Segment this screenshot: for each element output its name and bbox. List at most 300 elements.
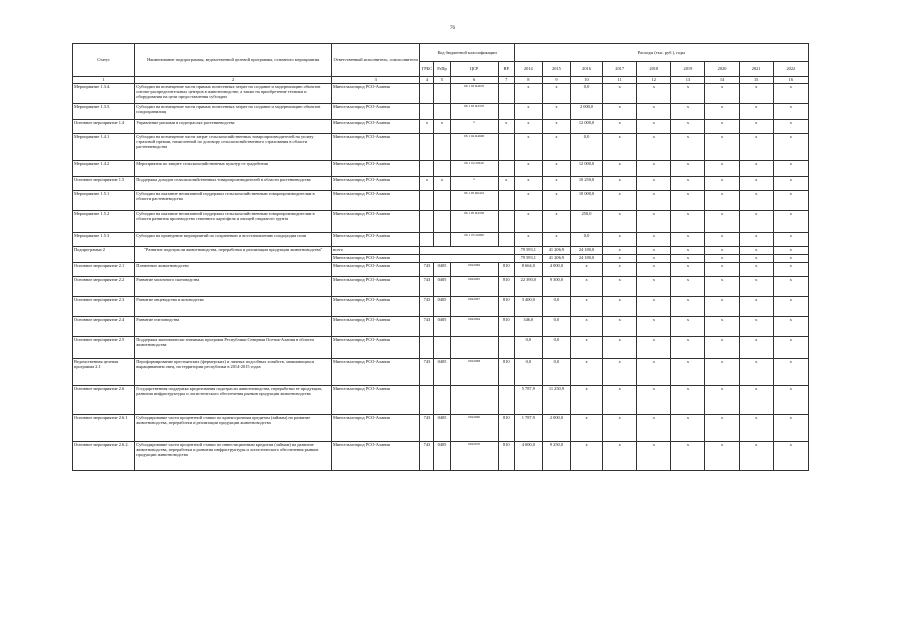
row-value: x [739,191,773,211]
row-value: x [603,191,637,211]
row-status: Основное мероприятие 1.5 [73,177,135,191]
subprogram-min-value: x [705,255,739,263]
row-value: x [739,263,773,277]
row-value: x [773,317,808,337]
row-grbs: 743 [420,297,434,317]
header-year: 2014 [514,62,542,77]
row-executor: Минсельхозпрод РСО-Алания [332,415,420,442]
row-status: Мероприятие 1.3.5. [73,104,135,120]
row-vr [498,84,514,104]
row-grbs [420,386,434,415]
row-rzpr: x [434,177,450,191]
header-executor: Ответственный исполнитель, соисполнители [332,44,420,77]
row-value: x [637,386,671,415]
column-number: 12 [637,77,671,84]
row-value: x [773,211,808,233]
row-value: x [603,442,637,471]
column-number: 5 [434,77,450,84]
row-value: 0,0 [570,84,602,104]
row-status: Основное мероприятие 2.6.1 [73,415,135,442]
row-csr: 0622067 [450,297,498,317]
row-value: x [671,317,705,337]
row-vr [498,337,514,359]
row-csr: x [450,177,498,191]
row-value: x [603,161,637,177]
row-value: x [514,120,542,134]
row-value: 0,0 [542,317,570,337]
row-value: x [671,415,705,442]
row-value: x [671,84,705,104]
row-vr: x [498,177,514,191]
row-csr: 06 1 05 R0410 [450,191,498,211]
row-grbs: 743 [420,317,434,337]
row-status: Основное мероприятие 2.6 [73,386,135,415]
row-value: x [705,297,739,317]
row-executor: Минсельхозпрод РСО-Алания [332,386,420,415]
row-value: 1 787,9 [514,415,542,442]
row-value: x [773,120,808,134]
row-name: Развитие молочного скотоводства [135,277,332,297]
row-csr: 0622060 [450,415,498,442]
column-number: 3 [332,77,420,84]
row-value: x [671,161,705,177]
table-row [73,134,809,161]
row-vr [498,386,514,415]
subprogram-total-value: 41 206,9 [542,247,570,255]
row-value: 346,0 [514,317,542,337]
header-codes: Код бюджетной классификации [420,44,514,62]
row-grbs [420,104,434,120]
row-value: 0,0 [542,359,570,386]
row-value: 0,0 [570,134,602,161]
blank-cell [420,247,514,255]
table-row [73,84,809,104]
row-value: x [773,277,808,297]
row-rzpr: 0405 [434,317,450,337]
row-executor: Минсельхозпрод РСО-Алания [332,177,420,191]
subprogram-total-value: 79 593,1 [514,247,542,255]
table-row [73,263,809,277]
row-value: x [705,263,739,277]
row-value: x [514,211,542,233]
row-status: Мероприятие 1.5.1 [73,191,135,211]
column-number: 10 [570,77,602,84]
row-vr: 810 [498,442,514,471]
row-grbs: 743 [420,263,434,277]
row-value: x [773,359,808,386]
row-value: x [705,386,739,415]
row-value: x [705,104,739,120]
header-year: 2020 [705,62,739,77]
row-value: x [603,211,637,233]
table-row [73,442,809,471]
row-value: 22 390,0 [514,277,542,297]
column-number: 7 [498,77,514,84]
row-vr [498,134,514,161]
row-value: x [671,386,705,415]
column-number: 1 [73,77,135,84]
table-row [73,191,809,211]
row-name: Развитие пчеловодства [135,317,332,337]
row-grbs: 743 [420,415,434,442]
row-name: Субсидии на оказание несвязанной поддержки сельскохозяйственным товаропроизводителям в области растениеводства [135,191,332,211]
row-value: x [773,177,808,191]
row-value: x [603,415,637,442]
row-vr: 810 [498,263,514,277]
column-number: 6 [450,77,498,84]
row-value: x [514,84,542,104]
row-rzpr: 0405 [434,263,450,277]
row-value: x [671,104,705,120]
row-name: Поддержка экономически значимых программ Республики Северная Осетия-Алания в области животноводства [135,337,332,359]
row-name: Управление рисками в подотраслях растениеводства [135,120,332,134]
row-vr [498,104,514,120]
row-vr: 810 [498,277,514,297]
row-value: x [671,359,705,386]
row-value: x [773,263,808,277]
column-number: 13 [671,77,705,84]
row-value: x [671,211,705,233]
table-row [73,120,809,134]
table-row [73,104,809,120]
row-rzpr: x [434,120,450,134]
row-value: x [671,191,705,211]
row-value: x [542,134,570,161]
row-rzpr: 0405 [434,277,450,297]
header-rzpr: РзПр [434,62,450,77]
subprogram-total-value: x [671,247,705,255]
row-value: x [705,211,739,233]
row-executor: Минсельхозпрод РСО-Алания [332,120,420,134]
row-value: x [603,263,637,277]
row-value: x [739,120,773,134]
row-executor: Минсельхозпрод РСО-Алания [332,277,420,297]
header-year: 2015 [542,62,570,77]
row-value: 12 000,0 [570,120,602,134]
subprogram-total-value: 24 180,0 [570,247,602,255]
row-rzpr [434,161,450,177]
row-csr: 0622070 [450,442,498,471]
row-value: 11 250,9 [542,386,570,415]
row-value: x [705,277,739,297]
subprogram-min-value: 79 593,1 [514,255,542,263]
row-value: x [603,277,637,297]
row-vr: x [498,120,514,134]
row-value: x [705,442,739,471]
row-rzpr [434,134,450,161]
column-number: 4 [420,77,434,84]
subprogram-total-value: x [705,247,739,255]
row-value: x [671,134,705,161]
budget-table [72,43,809,471]
row-csr: 06 1 04 R4600 [450,134,498,161]
header-csr: ЦСР [450,62,498,77]
row-csr: 06 1 03 R4370 [450,104,498,120]
row-name: Субсидии на оказание несвязанной поддержки сельскохозяйственным товаропроизводителям в области развития производства семенного картофеля и овощей открытого грунта [135,211,332,233]
subprogram-row [73,247,809,255]
row-value: x [514,161,542,177]
row-value: x [637,277,671,297]
row-value: x [603,233,637,247]
row-csr [450,337,498,359]
row-grbs [420,84,434,104]
row-value: x [637,177,671,191]
row-name: Субсидирование части процентной ставки по краткосрочным кредитам (займам) на развитие животноводства, переработки и реализации продукции животноводства [135,415,332,442]
subprogram-min-value: 24 180,0 [570,255,602,263]
table-row [73,297,809,317]
row-value: 9 300,0 [542,277,570,297]
row-value: x [773,161,808,177]
row-value: x [542,84,570,104]
row-name: Субсидии на проведение мероприятий по сохранению и восстановлению плодородия почв [135,233,332,247]
row-executor: Минсельхозпрод РСО-Алания [332,191,420,211]
row-rzpr: 0405 [434,442,450,471]
subprogram-min-value: x [739,255,773,263]
row-csr: 06 1 05 20090 [450,233,498,247]
row-value: x [637,415,671,442]
row-executor: Минсельхозпрод РСО-Алания [332,317,420,337]
row-csr: 0622068 [450,359,498,386]
row-value: x [570,359,602,386]
page-number: 76 [450,26,455,31]
row-value: 0,0 [570,233,602,247]
row-value: x [603,134,637,161]
row-value: x [773,415,808,442]
row-vr [498,191,514,211]
row-csr: 06 1 03 R4670 [450,84,498,104]
row-value: x [542,104,570,120]
row-executor: Минсельхозпрод РСО-Алания [332,84,420,104]
row-value: x [739,177,773,191]
row-value: x [542,211,570,233]
row-value: x [705,134,739,161]
row-grbs: 743 [420,359,434,386]
row-value: x [773,386,808,415]
row-value: x [603,104,637,120]
row-value: 2 000,0 [570,104,602,120]
row-value: 9 250,0 [542,442,570,471]
row-value: x [514,191,542,211]
row-csr: 0622065 [450,277,498,297]
row-value: x [705,317,739,337]
row-value: x [637,359,671,386]
column-number: 16 [773,77,808,84]
row-csr: 06 1 04 20610 [450,161,498,177]
row-name: Пероформирование крестьянских (фермерских) и личных подсобных хозяйств, занимающихся выращиванием овец, на территории республики в 2014-2015 годах [135,359,332,386]
row-value: x [637,263,671,277]
row-vr: 810 [498,297,514,317]
row-value: x [705,177,739,191]
header-grbs: ГРБС [420,62,434,77]
row-value: x [637,317,671,337]
subprogram-status: Подпрограмма 2 [73,247,135,263]
row-value: x [570,263,602,277]
row-value: x [739,161,773,177]
row-value: x [671,277,705,297]
header-year: 2018 [637,62,671,77]
row-value: x [671,263,705,277]
row-name: Племенное животноводство [135,263,332,277]
row-executor: Минсельхозпрод РСО-Алания [332,233,420,247]
row-rzpr [434,84,450,104]
row-value: x [637,191,671,211]
column-number: 2 [135,77,332,84]
row-rzpr: 0405 [434,359,450,386]
row-csr: 0622064 [450,317,498,337]
row-value: x [570,297,602,317]
row-value: x [705,233,739,247]
row-executor: Минсельхозпрод РСО-Алания [332,442,420,471]
row-value: x [705,120,739,134]
row-value: x [773,191,808,211]
row-rzpr [434,211,450,233]
row-executor: Минсельхозпрод РСО-Алания [332,359,420,386]
row-value: x [570,337,602,359]
subprogram-min-value: x [603,255,637,263]
row-value: x [603,177,637,191]
row-value: x [603,120,637,134]
row-value: x [773,233,808,247]
row-value: x [603,297,637,317]
row-value: x [773,337,808,359]
row-value: x [671,442,705,471]
row-value: x [705,161,739,177]
row-value: 2 000,0 [542,415,570,442]
row-rzpr [434,386,450,415]
row-value: x [773,442,808,471]
row-rzpr [434,337,450,359]
row-value: x [542,120,570,134]
header-year: 2019 [671,62,705,77]
row-vr [498,233,514,247]
row-value: x [739,84,773,104]
row-value: x [773,84,808,104]
row-value: x [705,337,739,359]
row-value: 3 400,0 [514,297,542,317]
row-value: x [603,359,637,386]
row-value: x [739,359,773,386]
table-row [73,177,809,191]
row-value: x [603,337,637,359]
row-value: x [705,359,739,386]
row-rzpr [434,233,450,247]
row-value: x [570,317,602,337]
row-value: x [739,233,773,247]
row-grbs [420,211,434,233]
row-value: x [603,386,637,415]
column-number: 9 [542,77,570,84]
row-name: Субсидирование части процентной ставки по инвестиционным кредитам (займам) на развитие животноводства, переработки и развития инфраструктуры и логистического обеспечения рынков продукции животноводства [135,442,332,471]
subprogram-total-value: x [773,247,808,255]
row-status: Мероприятие 1.4.2 [73,161,135,177]
row-value: x [637,442,671,471]
row-value: x [671,120,705,134]
row-value: x [542,233,570,247]
row-value: 0,0 [514,337,542,359]
row-executor: Минсельхозпрод РСО-Алания [332,297,420,317]
table-row [73,337,809,359]
subprogram-exec-total: всего [332,247,420,255]
table-row [73,415,809,442]
row-value: x [739,277,773,297]
subprogram-name: "Развитие подотрасли животноводства, переработки и реализации продукции животноводства" [135,247,332,263]
header-status: Статус [73,44,135,77]
row-value: x [637,104,671,120]
row-grbs: x [420,177,434,191]
row-value: x [542,161,570,177]
row-name: Поддержка доходов сельскохозяйственных товаропроизводителей в области растениеводства [135,177,332,191]
row-value: x [514,177,542,191]
row-executor: Минсельхозпрод РСО-Алания [332,161,420,177]
row-value: x [570,415,602,442]
table-row [73,161,809,177]
table-row [73,386,809,415]
row-grbs: x [420,120,434,134]
row-value: x [637,84,671,104]
column-number: 11 [603,77,637,84]
row-vr: 810 [498,359,514,386]
row-grbs [420,134,434,161]
row-value: x [739,337,773,359]
row-grbs [420,337,434,359]
row-value: x [542,177,570,191]
row-rzpr [434,191,450,211]
table-row [73,211,809,233]
row-value: x [671,297,705,317]
row-grbs: 743 [420,442,434,471]
row-value: x [773,297,808,317]
row-value: x [514,104,542,120]
row-grbs: 743 [420,277,434,297]
row-rzpr [434,104,450,120]
row-value: x [773,104,808,120]
row-csr: 06 1 05 R4350 [450,211,498,233]
row-status: Основное мероприятие 2.5 [73,337,135,359]
row-value: x [773,134,808,161]
row-status: Основное мероприятие 2.2 [73,277,135,297]
row-executor: Минсельхозпрод РСО-Алания [332,263,420,277]
row-value: x [739,104,773,120]
row-value: x [705,84,739,104]
row-value: 8 664,0 [514,263,542,277]
subprogram-total-value: x [637,247,671,255]
subprogram-min-value: x [773,255,808,263]
row-status: Основное мероприятие 1.4 [73,120,135,134]
row-value: x [739,386,773,415]
header-year: 2017 [603,62,637,77]
header-expenses: Расходы (тыс. руб.), годы [514,44,808,62]
row-status: Ведомственная целевая программа 2.1 [73,359,135,386]
row-value: x [637,161,671,177]
row-value: x [705,415,739,442]
row-value: 12 000,0 [570,161,602,177]
row-value: 5 787,9 [514,386,542,415]
row-value: x [671,337,705,359]
row-value: x [739,134,773,161]
row-value: x [739,297,773,317]
row-value: x [570,442,602,471]
row-grbs [420,161,434,177]
row-value: x [637,134,671,161]
row-value: x [637,120,671,134]
table-row [73,233,809,247]
row-executor: Минсельхозпрод РСО-Алания [332,211,420,233]
row-rzpr: 0405 [434,297,450,317]
subprogram-min-value: 41 206,9 [542,255,570,263]
row-value: 10 000,0 [570,191,602,211]
row-name: Мероприятия по защите сельскохозяйственных культур от градобития [135,161,332,177]
subprogram-min-value: x [671,255,705,263]
